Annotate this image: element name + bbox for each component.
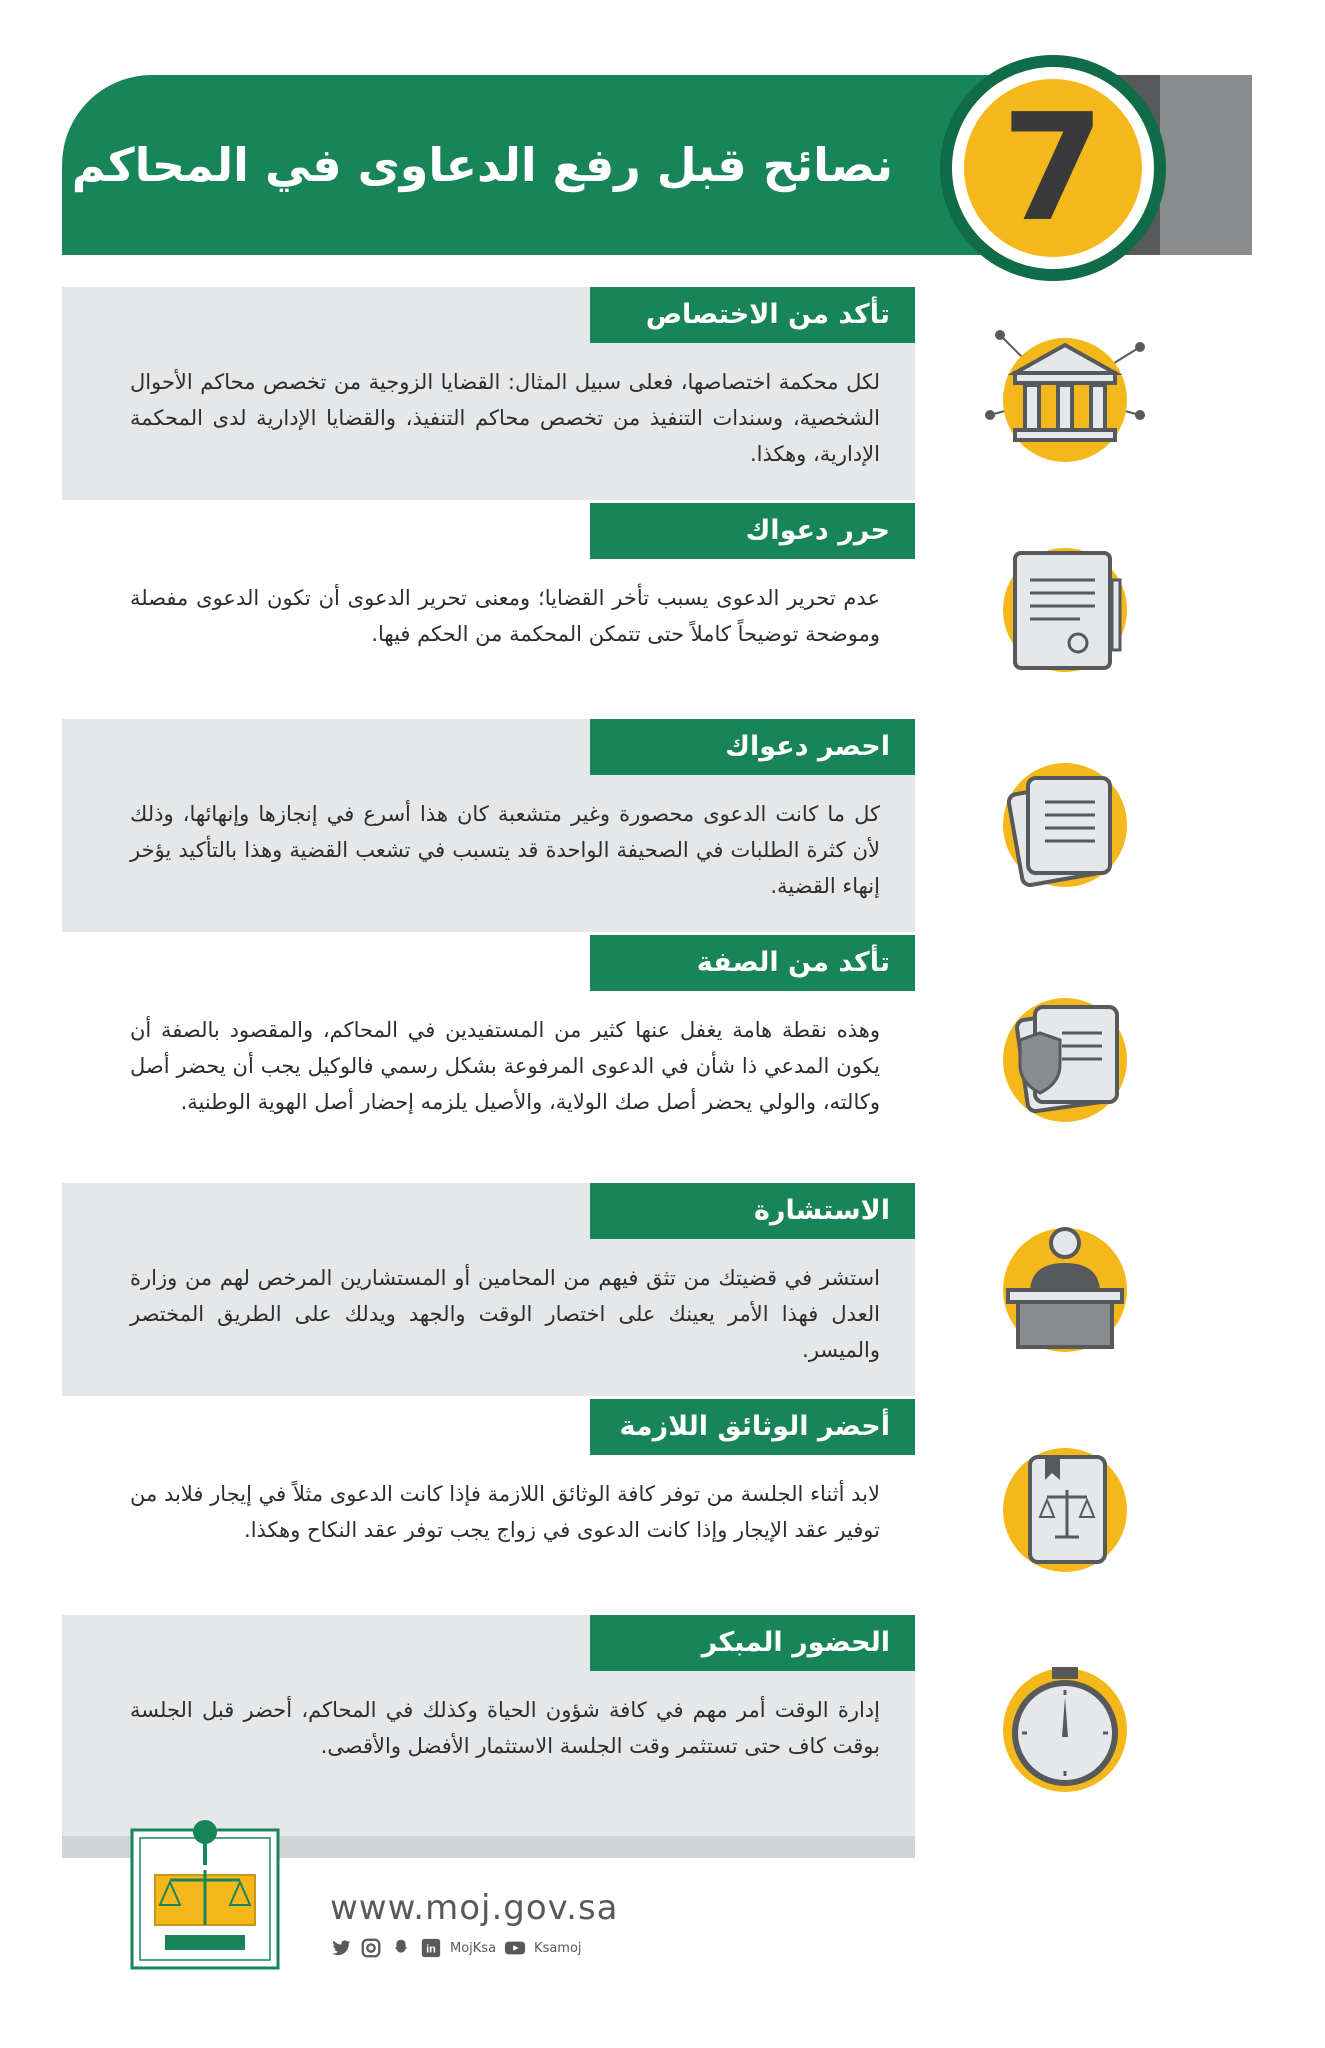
tip-title-6: أحضر الوثائق اللازمة — [590, 1399, 915, 1455]
tip-text-3: كل ما كانت الدعوى محصورة وغير متشعبة كان هذا أسرع في إنجازها وإنهائها، وذلك لأن كثرة الطلبات في الصحيفة الواحدة قد يتسبب في تشعب القضية وهذا بالتأكيد يؤخر إنهاء القضية. — [130, 802, 880, 898]
tip-title-2: حرر دعواك — [590, 503, 915, 559]
courthouse-icon — [1000, 335, 1130, 465]
ministry-of-justice-logo — [130, 1810, 280, 1970]
linkedin-icon[interactable] — [420, 1937, 442, 1959]
youtube-icon[interactable] — [504, 1937, 526, 1959]
stopwatch-icon — [1000, 1665, 1130, 1795]
tip-title-3: احصر دعواك — [590, 719, 915, 775]
website-url[interactable]: www.moj.gov.sa — [330, 1888, 619, 1928]
lawyer-podium-icon — [1000, 1225, 1130, 1355]
snapchat-icon[interactable] — [390, 1937, 412, 1959]
tip-title-1: تأكد من الاختصاص — [590, 287, 915, 343]
tip-text-4: وهذه نقطة هامة يغفل عنها كثير من المستفيدين في المحاكم، والمقصود بالصفة أن يكون المدعي ذا شأن في الدعوى المرفوعة بشكل رسمي فالوكيل يجب أن يحضر أصل وكالته، والولي يحضر أصل صك الولاية، والأصيل يلزمه إحضار أصل الهوية الوطنية. — [130, 1018, 880, 1114]
header-gray-band-light — [1160, 75, 1252, 255]
scroll-document-icon — [1000, 545, 1130, 675]
tip-title-4: تأكد من الصفة — [590, 935, 915, 991]
badge-document-icon — [1000, 995, 1130, 1125]
tip-text-6: لابد أثناء الجلسة من توفر كافة الوثائق اللازمة فإذا كانت الدعوى مثلاً في إيجار فلابد من توفير عقد الإيجار وإذا كانت الدعوى في زواج يجب توفر عقد النكاح وهكذا. — [130, 1482, 880, 1542]
svg-text:in: in — [426, 1943, 436, 1956]
tips-count: 7 — [1001, 82, 1105, 254]
social-links — [330, 1935, 582, 1961]
tip-text-2: عدم تحرير الدعوى يسبب تأخر القضايا؛ ومعنى تحرير الدعوى أن تكون الدعوى مفصلة وموضحة توضيحاً كاملاً حتى تتمكن المحكمة من الحكم فيها. — [130, 586, 880, 646]
handle-mojksa[interactable]: MojKsa — [450, 1940, 497, 1956]
page-title: نصائح قبل رفع الدعاوى في المحاكم — [71, 138, 893, 192]
tip-title-7: الحضور المبكر — [590, 1615, 915, 1671]
handle-ksamoj[interactable]: Ksamoj — [534, 1940, 582, 1956]
twitter-icon[interactable] — [330, 1937, 352, 1959]
tip-text-1: لكل محكمة اختصاصها، فعلى سبيل المثال: القضايا الزوجية من تخصص محاكم الأحوال الشخصية، وسندات التنفيذ من تخصص محاكم التنفيذ، والقضايا الإدارية لدى المحكمة الإدارية، وهكذا. — [130, 370, 880, 466]
stacked-papers-icon — [1000, 760, 1130, 890]
tip-text-7: إدارة الوقت أمر مهم في كافة شؤون الحياة وكذلك في المحاكم، أحضر قبل الجلسة بوقت كاف حتى تستثمر وقت الجلسة الاستثمار الأفضل والأقصى. — [130, 1698, 880, 1758]
tip-text-5: استشر في قضيتك من تثق فيهم من المحامين أو المستشارين المرخص لهم من وزارة العدل فهذا الأمر يعينك على اختصار الوقت والجهد ويدلك على الطريق المختصر والميسر. — [130, 1266, 880, 1362]
tip-title-5: الاستشارة — [590, 1183, 915, 1239]
law-book-icon — [1000, 1445, 1130, 1575]
instagram-icon[interactable] — [360, 1937, 382, 1959]
